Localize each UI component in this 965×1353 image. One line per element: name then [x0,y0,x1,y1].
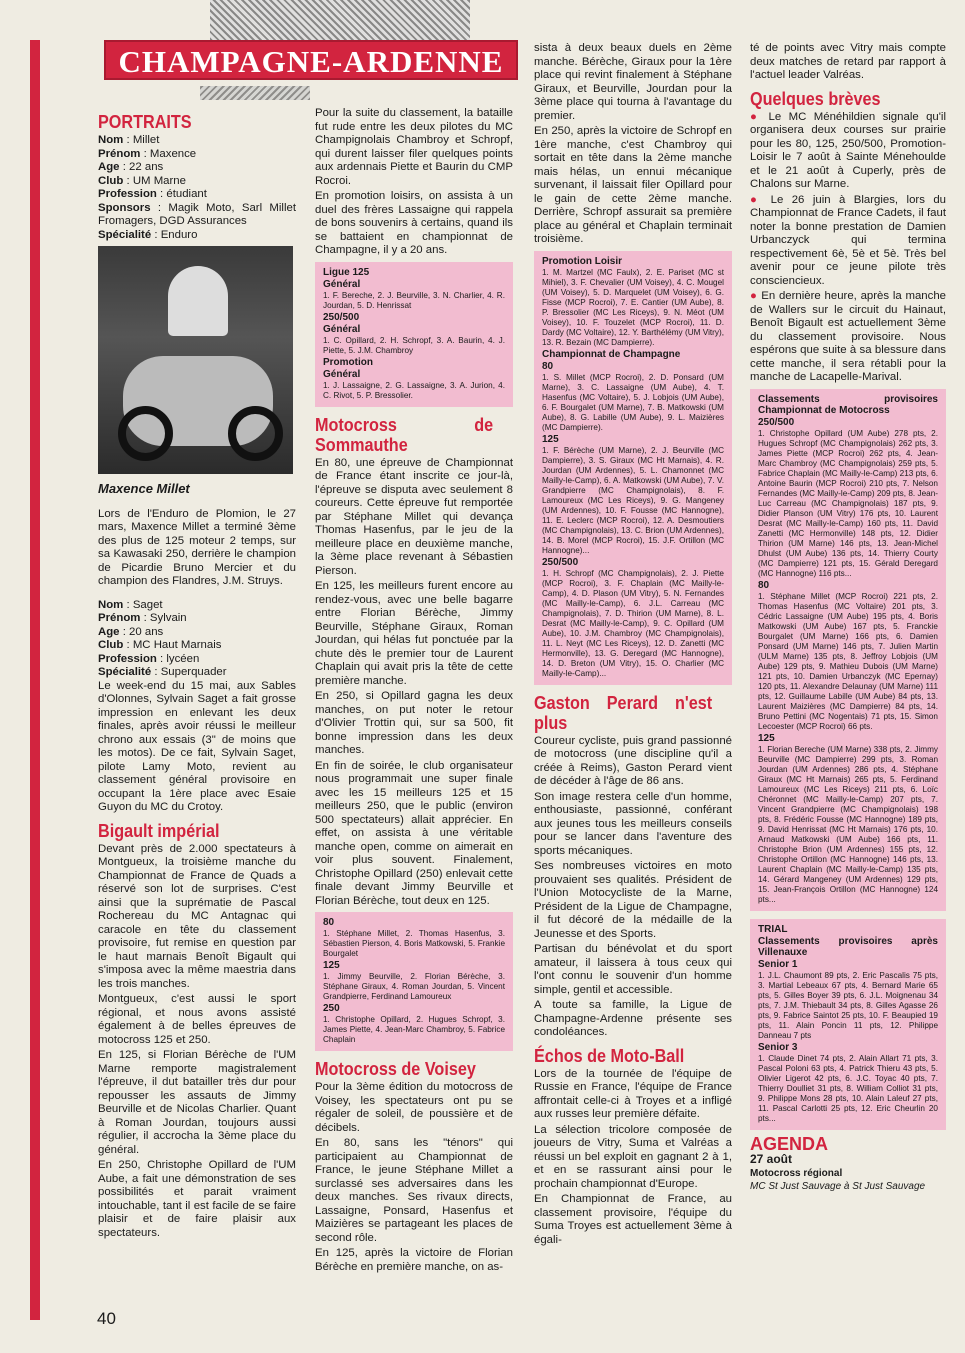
portrait-1-text: Lors de l'Enduro de Plomion, le 27 mars, Maxence Millet a terminé 3ème des plus de 125 moteur 2 temps, sur sa Kawasaki 250, derrière le champion de Picardie Bruno Mercier et du champion des Flandres, J.M. Struys. [98,507,296,587]
paragraph: En 250, Christophe Opillard de l'UM Aube, a fait une démonstration de ses possibilités et parait vraiment intouchable, tant il est facile de se faire plaisir et de faire plaisir aux spectateurs. [98,1159,296,1239]
bigault-article [98,843,296,1241]
box-heading: Senior 1 [758,958,798,970]
breve-text: Le MC Ménéhildien signale qu'il organisera deux courses sur prairie pour les 80, 125, 250/500, Promotion-Loisir le 7 août à Sainte Ménehoulde et le 21 août à Cuperly, près de Chalons sur Marne. [750,110,946,190]
field-row: Age : 20 ans [98,625,164,638]
field-value: 22 ans [129,161,164,173]
paragraph: Pour la 3ème édition du motocross de Voisey, les spectateurs ont pu se régaler de soleil, de poussière et de décibels. [315,1081,513,1134]
field-row: Nom : Saget [98,598,163,611]
breve-text: En dernière heure, après la manche de Wallers sur le circuit du Hainaut, Benoît Bigault est actuellement 3ème du classement provisoire. Nous espérons que suite à sa blessure dans cette manche, il sera rétabli pour la manche de Lacapelle-Marival. [750,290,947,383]
box-text: 1. H. Schropf (MC Champignolais), 2. J. Piette (MCP Rocroi), 3. F. Chaplain (MC Mailly-le-Camp), 4. D. Plason (UM Vitry), 5. N. Fernandes (MC Mailly-le-Camp), 6. J.L. Carreau (MC Champignolais), 7. D. Thirion (UM Marne), 8. L. Desrat (MC Mailly-le-Camp), 9. C. Opillard (UM Aube), 10. J.M. Chambroy (MC Champignolais), 11. L. Neyt (MC Les Riceys), 12. D. Zanetti (MC Hermonville), 13. G. Deregard (MC Hannogne), 14. D. Breton (UM Vitry), 15. O. Charlier (MC Mailly-le-Camp)... [542,568,724,678]
moto-ball-heading: Échos de Moto-Ball [534,1045,685,1066]
sommauthe-heading: Motocross de Sommauthe [315,414,494,455]
box-text: 1. S. Millet (MCP Rocroi), 2. D. Ponsard (UM Marne), 3. C. Lassaigne (UM Aube), 4. T. Hasenfus (MC Voltaire), 5. J. Lobjois (UM Aube), 6. F. Bourgalet (UM Marne), 7. B. Matkowski (UM Aube), 8. G. Labille (UM Aube), 9. L. Maizières (MC Dampierre). [542,372,724,432]
field-key: Profession [98,188,157,200]
field-key: Prénom [98,147,141,160]
decorative-pattern [210,0,470,40]
box-heading: 250/500 [758,416,795,428]
box-heading: Promotion [323,356,373,368]
paragraph: Ses nombreuses victoires en moto prouvaient ses qualités. Président de l'Union Motocycliste de la Marne, Président de la Ligue de Champagne, il fut décoré de la médaille de la Jeunesse et des Sports. [534,860,732,940]
results-box-trial [750,919,946,1130]
box-heading: Général [323,278,361,290]
box-text: 1. J.L. Chaumont 89 pts, 2. Eric Pascalis 75 pts, 3. Martial Lebeaux 67 pts, 4. Bernard Marie 65 pts, 5. Gilles Boyer 39 pts, 6. J.L. Moignenau 34 pts, 7. J.M. Thiebault 34 pts, 8. Gilles Agasse 26 pts, 9. Fabrice Saintot 25 pts, 10. F. Beaupied 19 pts, 11. Alain Poncin 11 pts, 12. Philippe Danneau 7 pts [758,970,938,1040]
breve-item [750,111,946,192]
field-row: Spécialité : Superquader [98,666,227,678]
col2-intro2: En promotion loisirs, on assista à un duel des frères Lassaigne qui rappela de bons souvenirs à certains, quand ils se battaient en championnat de Champagne, il y a 20 ans. [315,190,513,256]
box-heading: 250/500 [323,311,360,323]
paragraph: Coureur cycliste, puis grand passionné de motocross (une discipline qu'il a créée à Reims), Gaston Perard vient de décéder à l'âge de 86 ans. [534,734,732,787]
column-1 [98,106,296,1242]
box-heading: 250 [323,1003,340,1014]
paragraph: En 80, sans les "ténors" qui participaient au Championnat de France, le jeune Stéphane Millet a surclassé ses adversaires dans les deux manches. Ses rivaux directs, Lassaigne, Ponsard, Hasenfus et Maizières se partageant les places de second rôle. [315,1137,513,1244]
paragraph: Son image restera celle d'un homme, enthousiaste, passionné, conférant aux jeunes tous les meilleurs conseils pour se lancer dans l'aventure des sports mécaniques. [534,790,732,857]
page-number: 40 [97,1309,116,1328]
field-row: Prénom : Sylvain [98,612,187,624]
box-heading: 125 [542,433,559,445]
field-value: Millet [132,134,160,146]
bullet-icon: ● [750,110,769,123]
field-key: Nom [98,598,124,611]
box-text: 1. Christophe Opillard (UM Aube) 278 pts, 2. Hugues Schropf (MC Champignolais) 262 pts, 3. James Piette (MCP Rocroi) 262 pts, 4. Jean-Marc Chambroy (MC Champignolais) 259 pts, 5. Fabrice Chaplain (MC Mailly-le-Camp) 213 pts, 6. Antoine Baurin (MCP Rocroi) 210 pts, 7. Nelson Fernandes (MC Mailly-le-Camp) 209 pts, 8. Jean-Luc Carreau (MC Champignolais) 187 pts, 9. Didier Planson (UM Vitry) 176 pts, 10. Laurent Desrat (MC Mailly-le-Camp) 160 pts, 11. David Zanetti (MC Hermonville) 148 pts, 12. Didier Thirion (UM Marne) 146 pts, 13. Jean-Michel Dhulst (UM Aube) 136 pts, 14. Thierry Courty (MC Dampierre) 121 pts, 15. Gérald Deregard (MC Hannogne) 116 pts... [758,428,938,578]
box-text: 1. Stéphane Millet, 2. Thomas Hasenfus, 3. Sébastien Pierson, 4. Boris Matkowski, 5. Frankie Bourgalet [323,929,505,958]
field-value: Maxence [149,147,197,160]
box-text: 1. J. Lassaigne, 2. G. Lassaigne, 3. A. Jurion, 4. C. Rivot, 5. P. Bressolier. [323,380,505,400]
field-row: Nom : Millet [98,134,160,146]
box-text: 1. Stéphane Millet (MCP Rocroi) 221 pts, 2. Thomas Hasenfus (MC Voltaire) 201 pts, 3. Cédric Lassaigne (UM Aube) 195 pts, 4. Boris Matkowski (UM Aube) 167 pts, 5. Franckie Bourgalet (UM Marne) 166 pts, 6. Damien Ponsard (UM Marne) 146 pts, 7. Julien Martin (ULM Marne) 135 pts, 8. Jeffroy Lobjois (UM Aube) 129 pts, 9. Mathieu Dubois (UM Marne) 121 pts, 10. Damien Urbanczyk (MC Epernay) 120 pts, 11. Alexandre Delaunay (UM Marne) 111 pts, 12. Guillaume Labille (UM Aube) 84 pts, 13. Laurent Maizières (MC Dampierre) 84 pts, 14. Bruno Pettini (MC Nogentais) 71 pts, 15. Simon Lecoester (MCP Rocroi) 66 pts. [758,591,938,731]
results-box-classements [750,389,946,911]
field-key: Profession [98,652,157,665]
box-text: 1. F. Bereche, 2. J. Beurville, 3. N. Charlier, 4. R. Jourdan, 5. D. Henrissat [323,290,505,310]
breve-item [750,194,946,289]
paragraph: A toute sa famille, la Ligue de Champagne-Ardenne présente ses condoléances. [534,999,732,1038]
breves-heading: Quelques brèves [750,88,881,109]
decorative-pattern-small [200,86,310,100]
voisey-article [315,1081,513,1274]
margin-red-stripe [30,40,40,1320]
agenda-heading: AGENDA [750,1133,829,1154]
box-heading: Promotion Loisir [542,255,622,267]
field-key: Nom [98,134,124,146]
results-box-sommauthe [315,912,513,1051]
field-key: Club [98,639,124,651]
box-text: 1. Florian Bereche (UM Marne) 338 pts, 2. Jimmy Beurville (MC Dampierre) 299 pts, 3. Roman Jourdan (UM Ardennes) 286 pts, 4. Stéphane Giraux (MC Ht Marnais) 265 pts, 5. Ferdinand Lamoureux (MC Les Riceys) 211 pts, 6. Loïc Chéronnet (MC Mailly-le-Camp) 207 pts, 7. Vincent Grandpierre (MC Champignolais) 198 pts, 8. Frédéric Fousse (MC Hannogne) 189 pts, 9. David Henrissat (MC Ht Marnais) 176 pts, 10. Arnaud Matkowski (UM Aube) 166 pts, 11. Christophe Brion (UM Ardennes) 155 pts, 12. Christophe Ortillon (MC Hannogne) 146 pts, 13. Laurent Chaplain (MC Mailly-le-Camp) 135 pts, 14. Gérard Mangeney (UM Ardennes) 129 pts, 15. Jean-François Ortillon (MC Hannogne) 124 pts... [758,744,938,904]
front-wheel-icon [118,406,173,461]
field-key: Prénom [98,612,141,624]
field-row: Spécialité : Enduro [98,228,198,241]
box-heading: Classements provisoires Championnat de Motocross [758,393,938,416]
box-heading: 250/500 [542,556,579,568]
paragraph: La sélection tricolore composée de joueurs de Vitry, Suma et Valréas a réussi un bel exploit en gagnant 2 à 1, et en se rassurant ainsi pour le prochain championnat d'Europe. [534,1123,732,1190]
paragraph: En 125, les meilleurs furent encore au rendez-vous, avec une belle bagarre entre Florian Bérèche, Jimmy Beurville, Stéphane Giraux, Roman Jourdan, qui hélas fut ponctuée par la chute dès le premier tour de Laurent Chaplain qui avait pris la tête de cette première manche. [315,580,513,687]
box-heading: 80 [542,360,554,372]
box-heading: Ligue 125 [323,266,370,278]
agenda-place: MC St Just Sauvage à St Just Sauvage [750,1181,926,1192]
field-value: lycéen [166,652,200,665]
results-box-voisey [534,251,732,685]
paragraph: En 125, après la victoire de Florian Bérèche en première manche, on as- [315,1247,513,1273]
field-value: Saget [132,598,163,611]
box-heading: 125 [323,960,340,971]
field-key: Age [98,625,120,638]
voisey-heading: Motocross de Voisey [315,1059,476,1079]
column-3 [534,42,732,1249]
field-row: Sponsors : Magik Moto, Sarl Millet Fromagers, DGD Assurances [98,201,296,227]
field-value: 20 ans [129,625,164,638]
rider-photo [98,246,293,474]
bullet-icon: ● [750,193,771,206]
sommauthe-article [315,457,513,909]
field-row: Profession : lycéen [98,652,200,665]
col4-intro: té de points avec Vitry mais compte deux matches de retard par rapport à l'actuel leader Valréas. [750,42,946,81]
field-value: Magik Moto, Sarl Millet Fromagers, DGD Assurances [98,201,296,227]
box-text: 1. Jimmy Beurville, 2. Florian Bérèche, 3. Stéphane Giraux, 4. Roman Jourdan, 5. Vincent Grandpierre, Ferdinand Lamoureux [323,972,505,1001]
field-key: Spécialité [98,228,152,241]
box-heading: Senior 3 [758,1041,798,1053]
box-heading: 125 [758,732,775,744]
portrait-1-fields [98,134,296,242]
field-row: Profession : étudiant [98,188,207,200]
portrait-2-text: Le week-end du 15 mai, aux Sables d'Olonnes, Sylvain Saget a fait grosse impression en enlevant les deux finales, après avoir réussi le meilleur chrono aux essais (3" de moins que les motos). De ce fait, Sylvain Saget, pilote Lamy Moto, revient au classement général provisoire en occupant la 1ère place avec Esaie Guyon du MC du Crotoy. [98,679,296,813]
perard-heading: Gaston Perard n'est plus [534,692,713,733]
photo-caption: Maxence Millet [98,481,190,496]
paragraph: En fin de soirée, le club organisateur nous programmait une super finale avec les 15 meilleurs 125 et 15 meilleurs 250, que le public (environ 500 spectateurs) allait apprécier. En effet, on assista à une véritable manche open, comme on aimerait en voir plus souvent. Finalement, Christophe Opillard (250) enlevait cette finale devant Jimmy Beurville et Florian Bérèche, tout deux en 125. [315,759,513,907]
paragraph: En 80, une épreuve de Championnat de France étant inscrite ce jour-là, l'épreuve se disputa avec seulement 8 coureurs. Cette épreuve fut remportée par Stéphane Millet qui devança Thomas Hasenfus, par le jeu de la meilleure place en deuxième manche, la 3ème place revenant à Sébastien Pierson. [315,456,513,577]
box-text: 1. Christophe Opillard, 2. Hugues Schropf, 3. James Piette, 4. Jean-Marc Chambroy, 5. Fabrice Chaplain [323,1015,505,1044]
box-text: 1. C. Opillard, 2. H. Schropf, 3. A. Baurin, 4. J. Piette, 5. J.M. Chambroy [323,335,505,355]
paragraph: Lors de la tournée de l'équipe de Russie en France, l'équipe de France affrontait celle-ci à Troyes et a infligé aux russes leur première défaite. [534,1067,732,1120]
field-value: UM Marne [132,174,186,187]
box-heading: TRIAL [758,923,788,935]
paragraph: En 250, si Opillard gagna les deux manches, on put noter le retour d'Olivier Trottin qui, sur sa 500, fit bonne impression dans les deux manches. [315,690,513,756]
column-2 [315,107,513,1276]
agenda-event: Motocross régional [750,1167,843,1179]
paragraph: En Championnat de France, au classement provisoire, l'équipe du Suma Troyes est actuellement 3ème à égali- [534,1193,732,1246]
bigault-heading: Bigault impérial [98,820,220,841]
rear-wheel-icon [228,406,283,461]
paragraph: sista à deux beaux duels en 2ème manche. Bérèche, Giraux pour la 1ère place qui revint finalement à Stéphane Giraux, et Beurville, Jourdan pour la 3ème place qui tourna à l'avantage du premier. [534,42,732,122]
portraits-heading: PORTRAITS [98,112,192,132]
field-key: Club [98,174,124,187]
paragraph: Partisan du bénévolat et du sport amateur, il laissera à tous ceux qui l'ont connu le souvenir d'un homme simple, gentil et accessible. [534,943,732,996]
field-row: Prénom : Maxence [98,147,197,160]
perard-article [534,735,732,1040]
paragraph: En 125, si Florian Bérèche de l'UM Marne remporte magistralement l'épreuve, il dut batailler très dur pour repousser les assauts de Jimmy Beurville et de Nicolas Charlier. Quant à Roman Jourdan, toujours aussi régulier, il accrocha la 3ème place du général. [98,1049,296,1156]
breves-list [750,111,946,385]
portrait-2-fields [98,599,296,680]
field-row: Club : MC Haut Marnais [98,639,222,651]
box-heading: 80 [758,579,770,591]
box-heading: Général [323,368,361,380]
moto-ball-article [534,1068,732,1248]
bullet-icon: ● [750,290,762,302]
field-value: MC Haut Marnais [132,639,222,651]
field-value: étudiant [166,188,207,200]
field-row: Club : UM Marne [98,174,186,187]
box-heading: 80 [323,917,335,928]
paragraph: En 250, après la victoire de Schropf en 1ère manche, c'est Chambroy qui sortait en tête dans la 2ème manche mais hélas, un ennui mécanique survenant, il laissait filer Opillard pour le gain de cette 2ème manche. Derrière, Schropf assurait sa première place au général et Chaplain terminait troisième. [534,125,732,245]
page-title: CHAMPAGNE-ARDENNE [104,40,518,80]
field-key: Spécialité [98,666,152,678]
col2-intro: Pour la suite du classement, la bataille fut rude entre les deux pilotes du MC Champignolais Chambroy et Schropf, qui durent laisser filer quelques points aux ardennais Piette et Baurin du CMP Rocroi. [315,107,513,187]
box-heading: Classements provisoires après Villenauxe [758,935,938,958]
field-key: Age [98,161,120,173]
paragraph: Montgueux, c'est aussi le sport régional, et nous avons assisté également à de belles épreuves de motocross 125 et 250. [98,993,296,1046]
results-box-ligue [315,262,513,407]
field-key: Sponsors [98,201,151,214]
box-text: 1. M. Martzel (MC Faulx), 2. E. Pariset (MC st Mihiel), 3. F. Chevalier (UM Voisey), 4. C. Mougel (UM Voisey), 5. D. Marquelet (UM Voisey), 6. G. Fisse (MCP Rocroi), 7. E. Cantier (UM Aube), 8. P. Bressolier (MC Les Riceys), 9. N. Méot (UM Voisey), 10. F. Touzelet (MCP Rocroi), 11. D. Dardy (MC Voltaire), 12. Y. Barthélémy (UM Vitry), 13. R. Bezain (MC Dampierre). [542,267,724,347]
box-heading: Général [323,323,361,335]
box-text: 1. F. Bérèche (UM Marne), 2. J. Beurville (MC Dampierre), 3. S. Giraux (MC Ht Marnais), 4. R. Jourdan (UM Ardennes), 5. L. Chamonnet (MC Mailly-le-Camp), 6. A. Matkowski (UM Aube), 7. V. Grandpierre (MC Champignolais), 8. F. Lamoureux (MC Les Riceys), 9. G. Mangeney (UM Ardennes), 10. F. Fousse (MC Hannogne), 11. E. Leclerc (MCP Rocroi), 12. A. Desmoutiers (MC Champignolais), 13. C. Brion (UM Ardennes), 14. B. Morel (MCP Rocroi), 15. J.F. Ortillon (MC Hannogne)... [542,445,725,555]
box-heading: Championnat de Champagne [542,348,681,360]
field-value: Enduro [160,228,198,241]
agenda-date: 27 août [750,1152,793,1166]
rider-figure [168,266,228,336]
paragraph: Devant près de 2.000 spectateurs à Montgueux, la troisième manche du Championnat de France de Quads a réservé son lot de surprises. C'est ainsi que la suprématie de Pascal Rochereau du MC Antagnac qui caracole en tête du classement provisoire, fut remise en question par le haut marnais Benoît Bigault qui s'imposa avec la même maestria dans les trois manches. [98,842,296,990]
field-row: Age : 22 ans [98,161,164,173]
column-4 [750,42,946,1194]
col3-intro [534,42,732,247]
box-text: 1. Claude Dinet 74 pts, 2. Alain Allart 71 pts, 3. Pascal Poloni 63 pts, 4. Patrick Thieru 43 pts, 5. Olivier Ligerot 42 pts, 6. J.C. Toyac 40 pts, 7. Thierry Doulliet 31 pts, 8. William Colliot 31 pts, 9. Philippe Mons 28 pts, 10. Alain Laleuf 27 pts, 11. Pascal Carlotti 25 pts, 12. Eric Cheurlin 20 pts... [758,1053,938,1123]
breve-item [750,290,946,385]
field-value: Sylvain [149,612,187,624]
breve-text: Le 26 juin à Blargies, lors du Championnat de France Cadets, il faut noter la bonne prestation de Damien Urbanczyck qui termina respectivement 6è, 5è et 5è. Très bel avenir pour ce jeune pilote très consciencieux. [750,193,946,287]
field-value: Superquader [160,666,227,678]
